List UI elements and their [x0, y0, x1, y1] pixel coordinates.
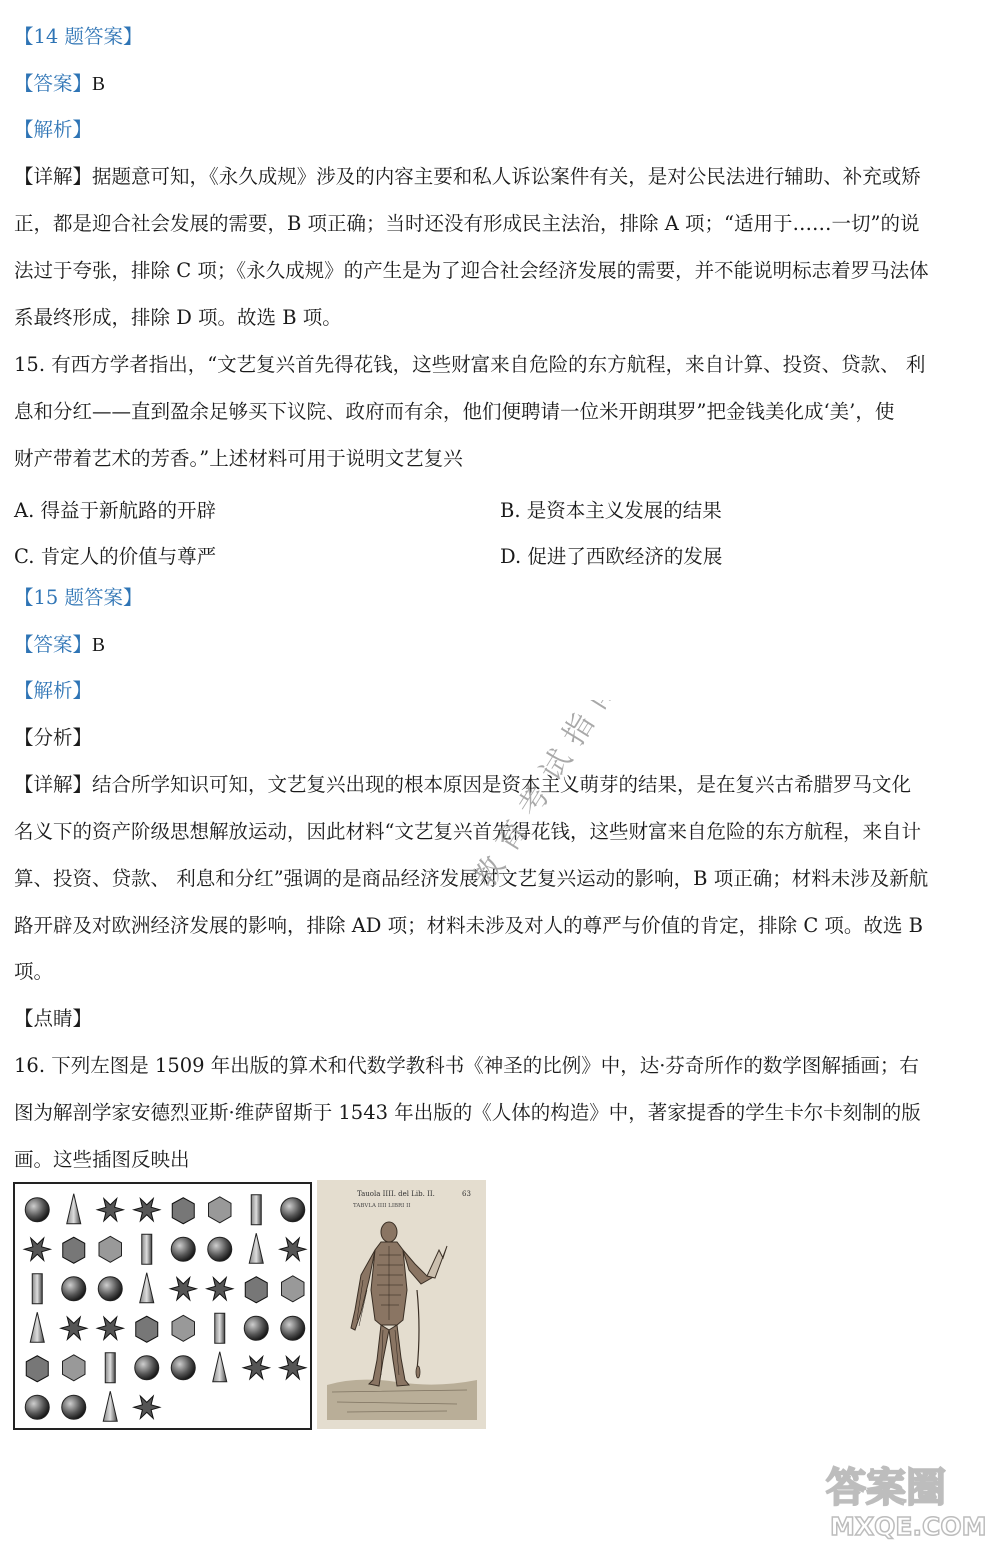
option-d: D. 促进了西欧经济的发展	[500, 545, 723, 568]
geometric-solid	[209, 1197, 232, 1223]
geometric-solid	[140, 1273, 154, 1303]
geometric-solid	[105, 1353, 115, 1383]
geometric-solid	[62, 1277, 86, 1301]
geometric-solids-illustration	[15, 1184, 310, 1428]
detail-line: 系最终形成，排除 D 项。故选 B 项。	[14, 306, 342, 329]
answer-value: B	[92, 74, 106, 95]
geometric-solid	[282, 1276, 305, 1302]
geometric-solid	[103, 1391, 117, 1421]
geometric-solid	[63, 1237, 85, 1263]
q15-analysis-tag: 【解析】	[14, 679, 93, 702]
geometric-solid	[171, 1356, 195, 1380]
watermark-text: 教育考试指南	[470, 700, 631, 895]
geometric-solid	[281, 1316, 305, 1340]
q14-answer-line	[14, 74, 105, 95]
geometric-solid	[249, 1233, 263, 1263]
geometric-solid	[172, 1315, 195, 1341]
geometric-solid	[281, 1198, 305, 1222]
detail-line: 法过于夸张，排除 C 项；《永久成规》的产生是为了迎合社会经济发展的需要，并不能说明标志着罗马法体	[14, 259, 929, 282]
geometric-solid	[98, 1277, 122, 1301]
geometric-solid	[136, 1316, 158, 1342]
watermark-logo-text: 答案圈	[826, 1465, 946, 1511]
q15-header: 【15 题答案】	[14, 586, 143, 609]
stem-line: 16. 下列左图是 1509 年出版的算术和代数学教科书《神圣的比例》中，达·芬奇所作的数学图解插画；右	[14, 1054, 919, 1077]
stem-line: 息和分红——直到盈余足够买下议院、政府而有余，他们便聘请一位米开朗琪罗”把金钱美化成‘美’，使	[14, 400, 895, 423]
geometric-solid	[280, 1238, 306, 1261]
option-c: C. 肯定人的价值与尊严	[14, 545, 217, 568]
geometric-solid	[215, 1313, 225, 1343]
q15-fenxi-tag: 【分析】	[14, 726, 93, 749]
q14-analysis-tag: 【解析】	[14, 118, 93, 141]
figure-caption-2: TABVLA IIII LIBRI II	[353, 1203, 411, 1209]
geometric-solid	[32, 1274, 42, 1304]
geometric-solid	[63, 1355, 86, 1381]
geometric-solid	[61, 1317, 87, 1340]
geometric-solid	[170, 1278, 196, 1301]
geometric-solid	[67, 1194, 81, 1224]
option-b: B. 是资本主义发展的结果	[500, 499, 722, 522]
anatomy-engraving-figure	[317, 1180, 486, 1429]
geometric-solid	[24, 1238, 50, 1261]
corner-logo-watermark	[818, 1455, 988, 1545]
option-a: A. 得益于新航路的开辟	[14, 499, 216, 522]
detail-line: 路开辟及对欧洲经济发展的影响，排除 AD 项；材料未涉及对人的尊严与价值的肯定，排除 C 项。故选 B	[14, 914, 923, 937]
stem-line: 财产带着艺术的芳香。”上述材料可用于说明文艺复兴	[14, 447, 463, 470]
detail-line: 结合所学知识可知，文艺复兴出现的根本原因是资本主义萌芽的结果，是在复兴古希腊罗马文化	[92, 773, 912, 796]
geometric-solid	[99, 1236, 122, 1262]
stem-line: 图为解剖学家安德烈亚斯·维萨留斯于 1543 年出版的《人体的构造》中，著家提香的学生卡尔卡刻制的版	[14, 1101, 921, 1124]
anatomy-illustration	[317, 1180, 486, 1429]
geometric-solid	[25, 1198, 49, 1222]
geometric-solid	[134, 1396, 160, 1419]
geometric-solid	[97, 1199, 123, 1222]
figure-caption-1: Tauola IIII. del Lib. II.	[357, 1190, 435, 1198]
geometric-solid	[135, 1356, 159, 1380]
q15-dianjing-tag: 【点睛】	[14, 1007, 93, 1030]
geometric-solid	[245, 1277, 267, 1303]
geometric-solid	[142, 1234, 152, 1264]
geometric-solid	[213, 1352, 227, 1382]
answer-tag: 【答案】	[14, 72, 93, 95]
detail-line: 正，都是迎合社会发展的需要，B 项正确；当时还没有形成民主法治，排除 A 项；“适用于……一切”的说	[14, 212, 920, 235]
geometric-solid	[97, 1317, 123, 1340]
geometric-solid	[244, 1316, 268, 1340]
figure-page-number: 63	[462, 1190, 471, 1198]
geometric-solid	[134, 1199, 160, 1222]
geometric-solid	[243, 1357, 269, 1380]
detail-line: 名义下的资产阶级思想解放运动，因此材料“文艺复兴首先得花钱，这些财富来自危险的东方航程，来自计	[14, 820, 921, 843]
stem-line: 15. 有西方学者指出，“文艺复兴首先得花钱，这些财富来自危险的东方航程，来自计算、投资、贷款、 利	[14, 353, 926, 376]
geometric-solids-figure	[13, 1182, 312, 1430]
geometric-solid	[26, 1356, 48, 1382]
watermark-site-text: MXQE.COM	[830, 1512, 987, 1541]
geometric-solid	[280, 1357, 306, 1380]
geometric-solid	[62, 1395, 86, 1419]
detail-line: 据题意可知，《永久成规》涉及的内容主要和私人诉讼案件有关，是对公民法进行辅助、补充或矫	[92, 165, 921, 188]
answer-value: B	[92, 635, 106, 656]
detail-tag: 【详解】	[14, 165, 93, 188]
geometric-solid	[171, 1237, 195, 1261]
answer-tag: 【答案】	[14, 633, 93, 656]
geometric-solid	[208, 1237, 232, 1261]
geometric-solid	[251, 1195, 261, 1225]
q14-header: 【14 题答案】	[14, 25, 143, 48]
detail-tag: 【详解】	[14, 773, 93, 796]
geometric-solid	[25, 1395, 49, 1419]
geometric-solid	[207, 1278, 233, 1301]
stem-line: 画。这些插图反映出	[14, 1148, 190, 1171]
detail-line: 算、投资、贷款、 利息和分红”强调的是商品经济发展对文艺复兴运动的影响，B 项正确；材料未涉及新航	[14, 867, 929, 890]
q15-answer-line	[14, 635, 105, 656]
geometric-solid	[172, 1198, 194, 1224]
geometric-solid	[30, 1312, 44, 1342]
detail-line: 项。	[14, 960, 54, 983]
